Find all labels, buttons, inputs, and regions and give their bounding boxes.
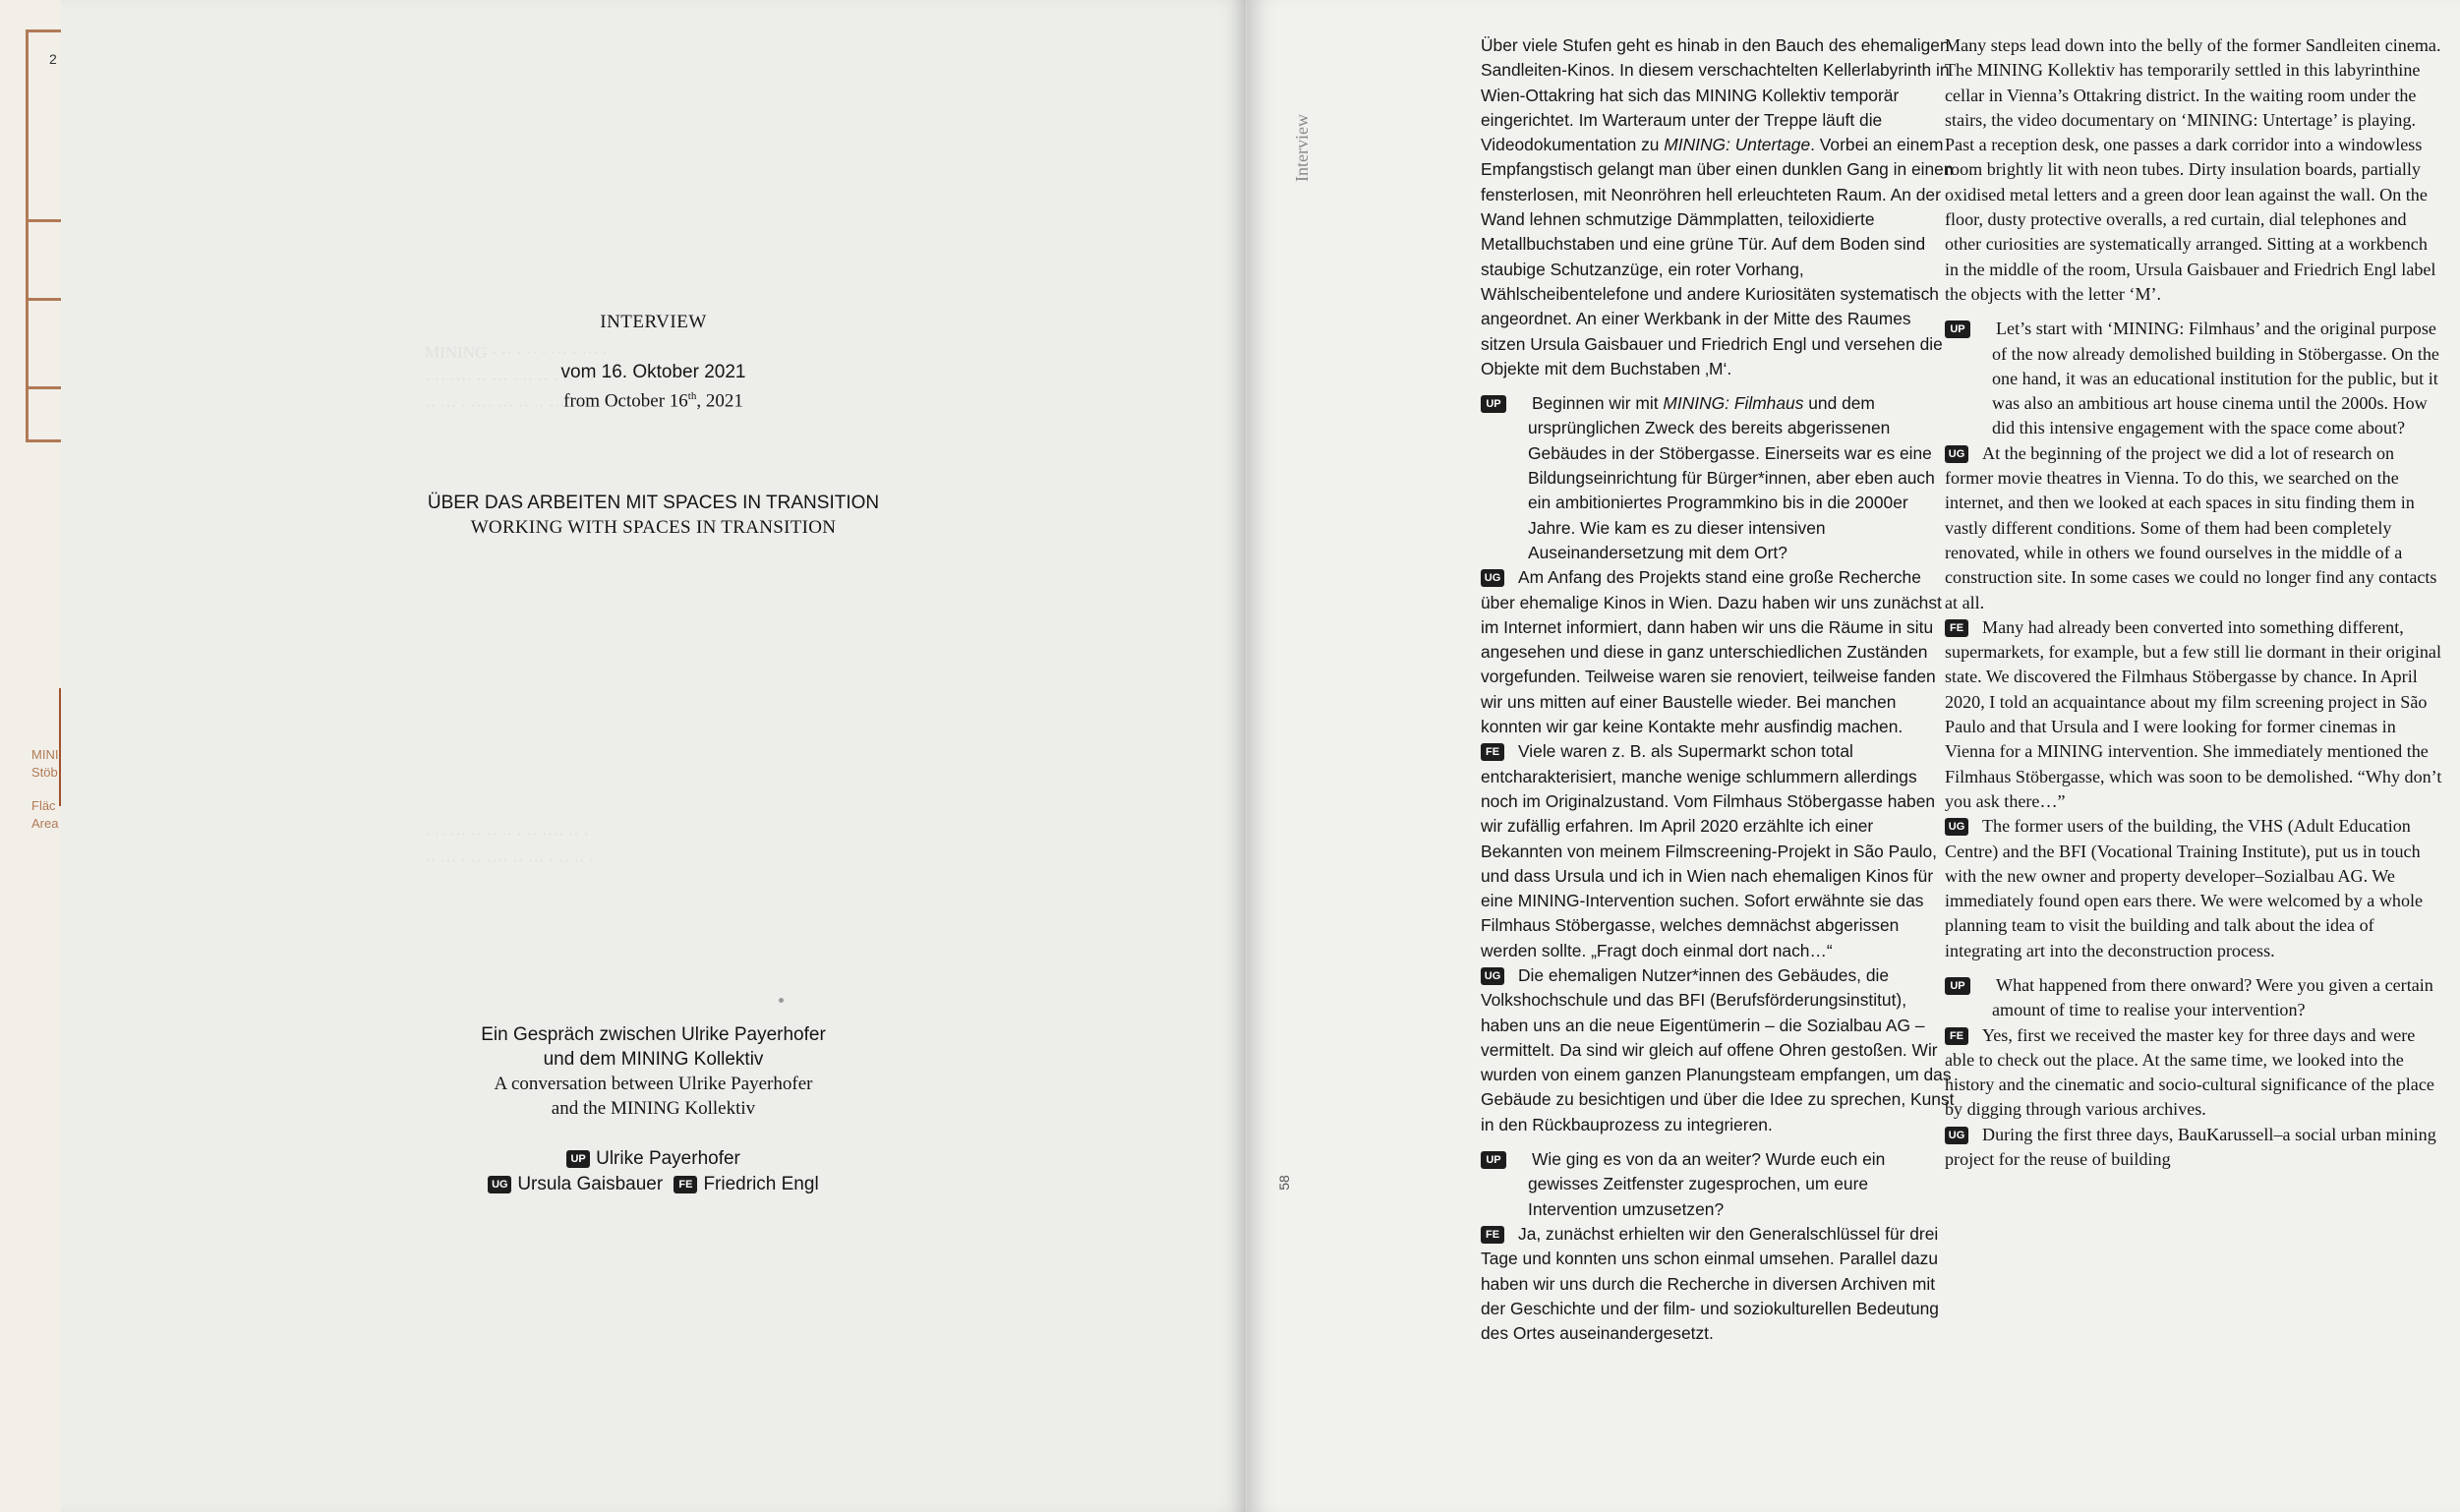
question-paragraph xyxy=(1481,391,1959,565)
participant-line-2 xyxy=(61,1172,1246,1196)
back-caption-line: Area xyxy=(31,816,59,831)
speaker-badge-ug: UG xyxy=(1945,445,1968,463)
paragraph-text: Yes, first we received the master key for three days and were able to check out the place. At the same time, we looked into the history and the cinematic and socio-cultural significance of the place by digging through various archives. xyxy=(1945,1024,2434,1120)
show-through-text: MINING · ·· · ·· · ··· · ··· · · ·· ···· ·· ··· · ·· ·· · ···· · ·· ··· · ···· ··· ·· ·· ··· ···· · xyxy=(425,343,609,415)
paragraph-text: und dem ursprünglichen Zweck des bereits abgerissenen Gebäudes in der Stöbergasse. Einerseits war es eine Bildungseinrichtung für Bürger*innen, aber eben auch ein ambitioniertes Programmkino bis in die 2000er Jahre. Wie kam es zu dieser intensiven Auseinandersetzung mit dem Ort? xyxy=(1528,393,1935,562)
running-head: Interview xyxy=(1292,114,1312,182)
participant-name: Ursula Gaisbauer xyxy=(517,1174,664,1194)
answer-paragraph xyxy=(1945,1023,2442,1123)
question-paragraph xyxy=(1945,317,2442,440)
paragraph-text: Many had already been converted into something different, supermarkets, for example, but a few still lie dormant in their original state. We discovered the Filmhaus Stöbergasse by chance. In April 2020, I told an acquaintance about my film screening project in São Paulo and that Ursula and I were looking for former cinemas in Vienna for a MINING intervention. She immediately mentioned the Filmhaus Stöbergasse, which was soon to be demolished. “Why don’t you ask there…” xyxy=(1945,616,2442,811)
title-german: ÜBER DAS ARBEITEN MIT SPACES IN TRANSITION xyxy=(427,493,880,513)
badge-ug: UG xyxy=(488,1176,511,1193)
speaker-badge-fe: FE xyxy=(1945,619,1968,637)
paragraph-text: What happened from there onward? Were you given a certain amount of time to realise your intervention? xyxy=(1992,974,2433,1020)
answer-paragraph xyxy=(1481,1222,1959,1346)
badge-up: UP xyxy=(566,1150,590,1168)
intro-german-line-2: und dem MINING Kollektiv xyxy=(543,1049,764,1070)
answer-paragraph xyxy=(1945,814,2442,963)
paragraph-text: . Vorbei an einem Empfangstisch gelangt man über einen dunklen Gang in einen fensterlosen, mit Neonröhren hell erleuchteten Raum. An der Wand lehnen schmutzige Dämmplatten, teiloxidierte Metallbuchstaben und eine grüne Tür. Auf dem Boden sind staubige Schutzanzüge, ein roter Vorhang, Wählscheibentelefone und andere Kuriositäten systematisch angeordnet. An einer Werkbank in der Mitte des Raumes sitzen Ursula Gaisbauer und Friedrich Engl und versehen die Objekte mit dem Buchstaben ‚M‘. xyxy=(1481,135,1954,378)
right-page xyxy=(1247,0,2460,1512)
speaker-badge-up: UP xyxy=(1481,1151,1506,1169)
paragraph-text: The former users of the building, the VHS (Adult Education Centre) and the BFI (Vocational Training Institute), put us in touch with the new owner and property developer–Sozialbau AG. We immediately found open ears there. We were welcomed by a whole planning team to visit the building and talk about the idea of integrating art into the deconstruction process. xyxy=(1945,816,2424,960)
answer-paragraph xyxy=(1481,963,1959,1137)
speaker-badge-fe: FE xyxy=(1481,1226,1504,1244)
speaker-badge-ug: UG xyxy=(1481,569,1504,587)
previous-page-edge xyxy=(0,0,69,1512)
page-number: 58 xyxy=(1275,1175,1292,1191)
italic-title: MINING: Filmhaus xyxy=(1663,393,1804,414)
left-page xyxy=(61,0,1246,1512)
paragraph-text: Wie ging es von da an weiter? Wurde euch ein gewisses Zeitfenster zugesprochen, um eure Intervention umzusetzen? xyxy=(1528,1149,1886,1219)
intro-paragraph xyxy=(1481,33,1959,381)
speaker-badge-up: UP xyxy=(1945,320,1970,338)
date-german: vom 16. Oktober 2021 xyxy=(560,362,746,382)
italic-title: MINING: Untertage xyxy=(1664,135,1811,155)
show-through-text: · ·· ··· ·· ·· ·· · ·· ···· ·· · ·· ··· · ·· ···· ·· ··· · ·· ·· · xyxy=(425,825,595,870)
paper-speck xyxy=(779,998,784,1003)
intro-english-line-2: and the MINING Kollektiv xyxy=(551,1098,756,1119)
badge-fe: FE xyxy=(674,1176,697,1193)
participant-line-1 xyxy=(61,1146,1246,1171)
answer-paragraph xyxy=(1945,615,2442,814)
intro-english-line-1: A conversation between Ulrike Payerhofer xyxy=(494,1074,813,1094)
answer-paragraph xyxy=(1945,1123,2442,1173)
paragraph-text: At the beginning of the project we did a lot of research on former movie theatres in Vienna. To do this, we searched on the internet, and then we looked at each spaces in situ finding them in vastly different conditions. Some of them had been completely renovated, while in others we found ourselves in the middle of a construction site. In some cases we could no longer find any contacts at all. xyxy=(1945,442,2437,612)
speaker-badge-fe: FE xyxy=(1945,1027,1968,1045)
speaker-badge-fe: FE xyxy=(1481,743,1504,761)
title-english: WORKING WITH SPACES IN TRANSITION xyxy=(470,517,837,538)
question-paragraph xyxy=(1945,973,2442,1023)
paragraph-text: Beginnen wir mit xyxy=(1532,393,1664,414)
german-column xyxy=(1481,33,1959,1346)
back-caption-line: Stöb xyxy=(31,765,58,780)
speaker-badge-ug: UG xyxy=(1945,818,1968,836)
back-caption-line: Fläc xyxy=(31,798,56,813)
paragraph-text: Many steps lead down into the belly of the former Sandleiten cinema. The MINING Kollektiv has temporarily settled in this labyrinthine cellar in Vienna’s Ottakring district. In the waiting room under the stairs, the video documentary on ‘MINING: Untertage’ is playing. Past a reception desk, one passes a dark corridor into a windowless room brightly lit with neon tubes. Dirty insulation boards, partially oxidised metal letters and a green door lean against the wall. On the floor, dusty protective overalls, a red curtain, dial telephones and other curiosities are systematically arranged. Sitting at a workbench in the middle of the room, Ursula Gaisbauer and Friedrich Engl label the objects with the letter ‘M’. xyxy=(1945,35,2441,304)
speaker-badge-up: UP xyxy=(1481,395,1506,413)
speaker-badge-ug: UG xyxy=(1481,967,1504,985)
paragraph-text: Am Anfang des Projekts stand eine große Recherche über ehemalige Kinos in Wien. Dazu haben wir uns zunächst im Internet informiert, dann haben wir uns die Räume in situ angesehen und diese in ganz unterschiedlichen Zuständen vorgefunden. Teilweise waren sie renoviert, teilweise fanden wir uns mitten auf einer Baustelle wieder. Bei manchen konnten wir gar keine Kontakte mehr ausfindig machen. xyxy=(1481,567,1942,737)
participant-name: Friedrich Engl xyxy=(703,1174,819,1194)
participant-name: Ulrike Payerhofer xyxy=(596,1148,740,1169)
paragraph-text: During the first three days, BauKarussell–a social urban mining project for the reuse of building xyxy=(1945,1124,2436,1170)
date-english: from October 16th, 2021 xyxy=(563,390,743,412)
running-head-wrap xyxy=(1264,114,1312,206)
back-caption-line: MINI xyxy=(31,747,59,762)
paragraph-text: Die ehemaligen Nutzer*innen des Gebäudes, die Volkshochschule und das BFI (Berufsförderungsinstitut), haben uns an die neue Eigentümerin – die Sozialbau AG – vermittelt. Da sind wir gleich auf offene Ohren gestoßen. Wir wurden von einem ganzen Planungsteam empfangen, um das Gebäude zu besichtigen und über die Idee zu sprechen, Kunst in den Rückbauprozess zu integrieren. xyxy=(1481,964,1955,1134)
paragraph-text: Über viele Stufen geht es hinab in den Bauch des ehemaligen Sandleiten-Kinos. In diesem verschachtelten Kellerlabyrinth in Wien-Ottakring hat sich das MINING Kollektiv temporär eingerichtet. Im Warteraum unter der Treppe läuft die Videodokumentation zu xyxy=(1481,35,1950,155)
speaker-badge-ug: UG xyxy=(1945,1127,1968,1144)
interview-heading: INTERVIEW xyxy=(600,312,707,332)
question-paragraph xyxy=(1481,1147,1959,1222)
answer-paragraph xyxy=(1481,739,1959,963)
english-column xyxy=(1945,33,2442,1172)
paragraph-text: Viele waren z. B. als Supermarkt schon total entcharakterisiert, manche wenige schlummern allerdings noch im Originalzustand. Vom Filmhaus Stöbergasse haben wir zufällig erfahren. Im April 2020 erzählte ich einer Bekannten von meinem Filmscreening-Projekt in São Paulo, und dass Ursula und ich in Wien nach ehemaligen Kinos für eine MINING-Intervention suchen. Sofort erwähnte sie das Filmhaus Stöbergasse, welches demnächst abgerissen werden sollte. „Fragt doch einmal dort nach…“ xyxy=(1481,741,1937,960)
answer-paragraph xyxy=(1945,441,2442,615)
intro-paragraph xyxy=(1945,33,2442,307)
intro-german-line-1: Ein Gespräch zwischen Ulrike Payerhofer xyxy=(481,1024,826,1045)
speaker-badge-up: UP xyxy=(1945,977,1970,995)
back-page-number: 2 xyxy=(49,51,57,67)
answer-paragraph xyxy=(1481,565,1959,739)
paragraph-text: Ja, zunächst erhielten wir den Generalschlüssel für drei Tage und konnten uns schon einmal umsehen. Parallel dazu haben wir uns durch die Recherche in diversen Archiven mit der Geschichte und der film- und soziokulturellen Bedeutung des Ortes auseinandergesetzt. xyxy=(1481,1223,1939,1344)
paragraph-text: Let’s start with ‘MINING: Filmhaus’ and the original purpose of the now already demolished building in Stöbergasse. On the one hand, it was an educational institution for the public, but it was also an ambitious art house cinema until the 2000s. How did this intensive engagement with the space come about? xyxy=(1992,319,2439,438)
